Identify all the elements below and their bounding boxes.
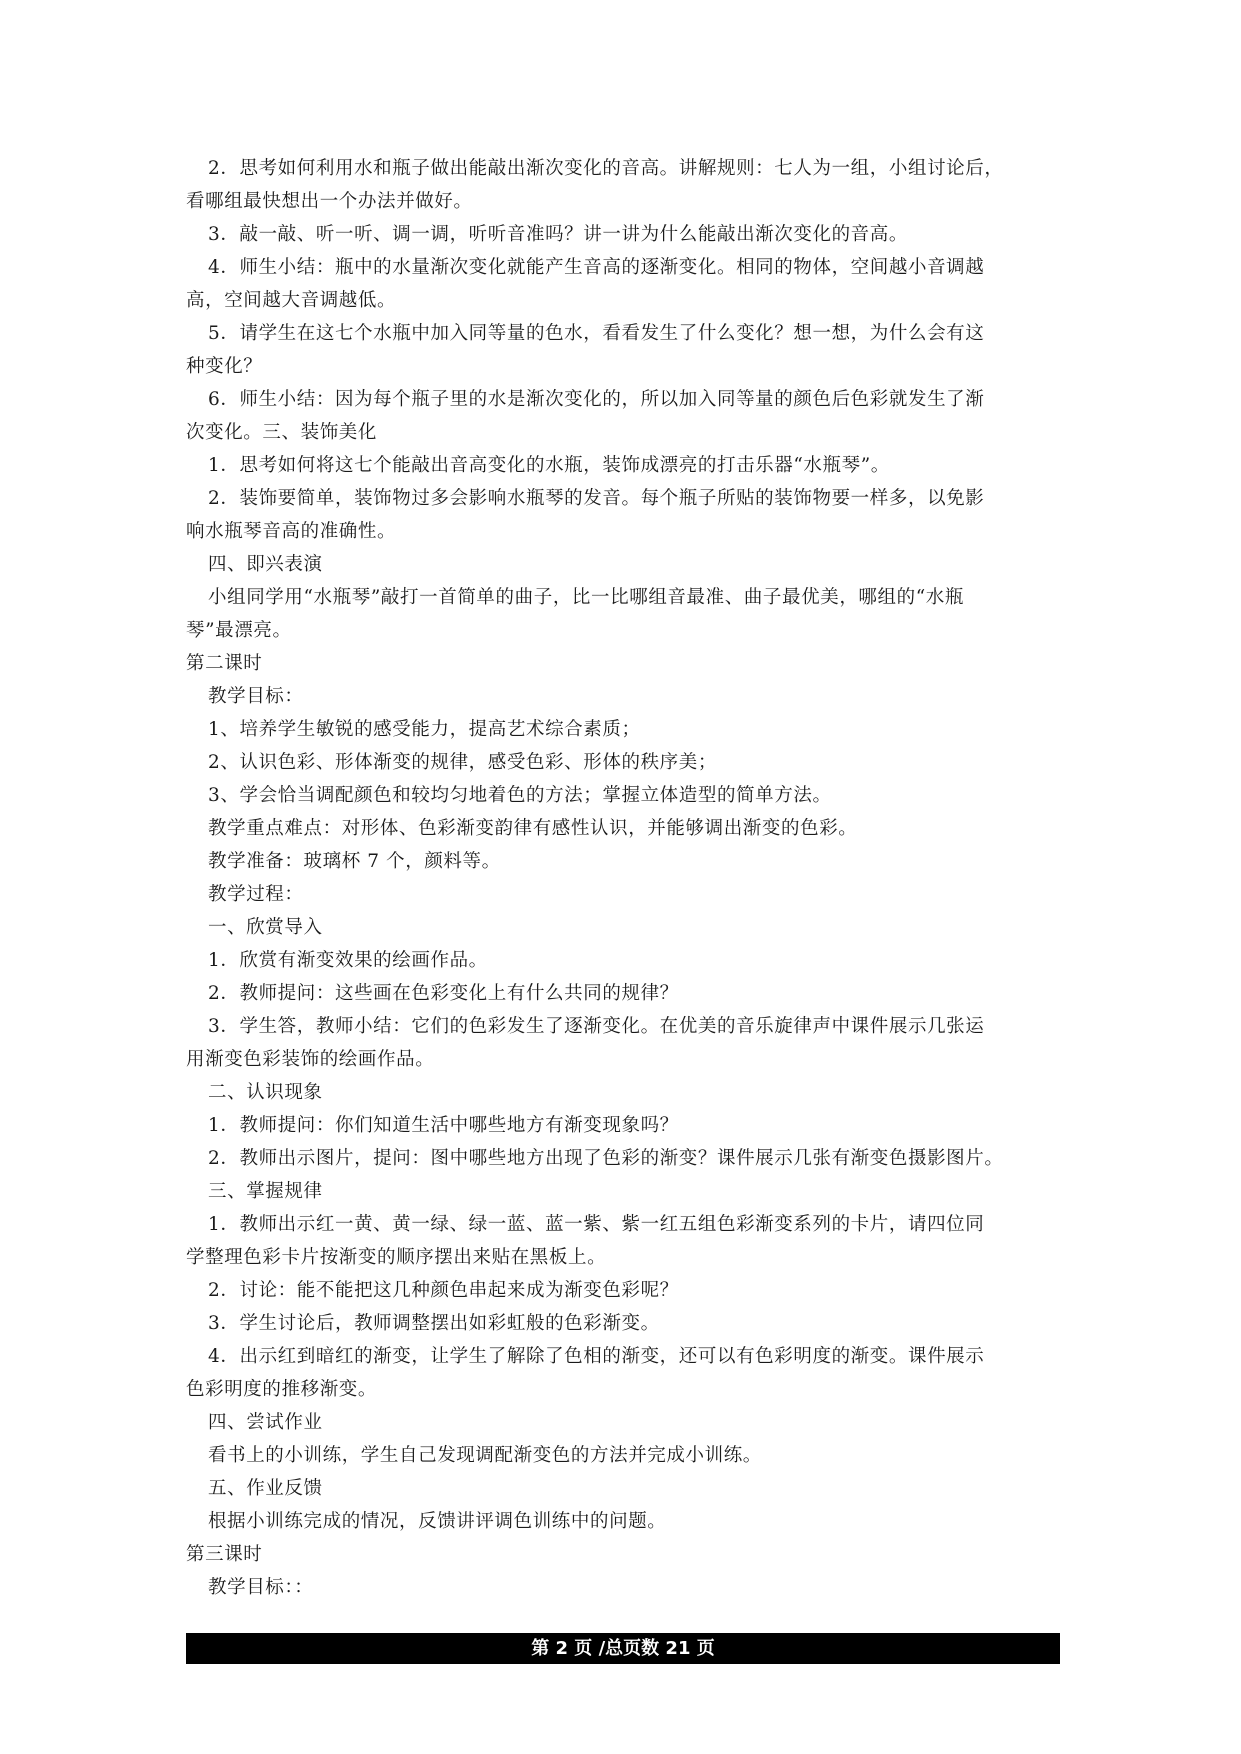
text-line: 三、掌握规律 — [208, 1181, 323, 1202]
text-line: 色彩明度的推移渐变。 — [186, 1379, 378, 1400]
text-line: 4．出示红到暗红的渐变，让学生了解除了色相的渐变，还可以有色彩明度的渐变。课件展示 — [208, 1346, 985, 1367]
text-line: 1．欣赏有渐变效果的绘画作品。 — [208, 950, 488, 971]
text-line: 学整理色彩卡片按渐变的顺序摆出来贴在黑板上。 — [186, 1247, 607, 1268]
text-line: 3．敲一敲、听一听、调一调，听听音准吗？讲一讲为什么能敲出渐次变化的音高。 — [208, 224, 908, 245]
text-line: 教学目标：： — [208, 1577, 314, 1598]
text-line: 高，空间越大音调越低。 — [186, 290, 397, 311]
text-line: 小组同学用“水瓶琴”敲打一首简单的曲子，比一比哪组音最准、曲子最优美，哪组的“水瓶 — [208, 587, 964, 608]
text-line: 看哪组最快想出一个办法并做好。 — [186, 191, 473, 212]
text-line: 用渐变色彩装饰的绘画作品。 — [186, 1049, 435, 1070]
text-line: 6．师生小结：因为每个瓶子里的水是渐次变化的，所以加入同等量的颜色后色彩就发生了渐 — [208, 389, 985, 410]
text-line: 1．教师提问：你们知道生活中哪些地方有渐变现象吗？ — [208, 1115, 679, 1136]
text-line: 1．思考如何将这七个能敲出音高变化的水瓶，装饰成漂亮的打击乐器“水瓶琴”。 — [208, 455, 890, 476]
text-line: 四、即兴表演 — [208, 554, 323, 575]
text-line: 响水瓶琴音高的准确性。 — [186, 521, 397, 542]
text-line: 1、培养学生敏锐的感受能力，提高艺术综合素质； — [208, 719, 641, 740]
text-line: 教学目标： — [208, 686, 304, 707]
text-line: 种变化？ — [186, 356, 263, 377]
text-line: 教学重点难点：对形体、色彩渐变韵律有感性认识，并能够调出渐变的色彩。 — [208, 818, 858, 839]
text-line: 3．学生答，教师小结：它们的色彩发生了逐渐变化。在优美的音乐旋律声中课件展示几张运 — [208, 1016, 985, 1037]
text-line: 4．师生小结：瓶中的水量渐次变化就能产生音高的逐渐变化。相同的物体，空间越小音调越 — [208, 257, 985, 278]
text-line: 3．学生讨论后，教师调整摆出如彩虹般的色彩渐变。 — [208, 1313, 660, 1334]
page-footer — [186, 1633, 1060, 1664]
text-line: 2．思考如何利用水和瓶子做出能敲出渐次变化的音高。讲解规则：七人为一组，小组讨论后， — [208, 158, 1004, 179]
text-line: 二、认识现象 — [208, 1082, 323, 1103]
text-line: 1．教师出示红一黄、黄一绿、绿一蓝、蓝一紫、紫一红五组色彩渐变系列的卡片，请四位同 — [208, 1214, 985, 1235]
text-line: 看书上的小训练，学生自己发现调配渐变色的方法并完成小训练。 — [208, 1445, 762, 1466]
text-line: 3、学会恰当调配颜色和较均匀地着色的方法；掌握立体造型的简单方法。 — [208, 785, 832, 806]
text-line: 四、尝试作业 — [208, 1412, 323, 1433]
document-body — [186, 152, 1060, 1604]
text-line: 一、欣赏导入 — [208, 917, 323, 938]
text-line: 5．请学生在这七个水瓶中加入同等量的色水，看看发生了什么变化？想一想，为什么会有这 — [208, 323, 985, 344]
page-number-label: 第 2 页 /总页数 21 页 — [531, 1638, 715, 1659]
text-line: 2．教师提问：这些画在色彩变化上有什么共同的规律？ — [208, 983, 679, 1004]
text-line: 根据小训练完成的情况，反馈讲评调色训练中的问题。 — [208, 1511, 667, 1532]
text-line: 教学过程： — [208, 884, 304, 905]
text-line: 第二课时 — [186, 653, 263, 674]
text-line: 五、作业反馈 — [208, 1478, 323, 1499]
text-line: 次变化。三、装饰美化 — [186, 422, 378, 443]
text-line: 2．讨论：能不能把这几种颜色串起来成为渐变色彩呢？ — [208, 1280, 679, 1301]
text-line: 第三课时 — [186, 1544, 263, 1565]
text-line: 2、认识色彩、形体渐变的规律，感受色彩、形体的秩序美； — [208, 752, 717, 773]
text-line: 琴”最漂亮。 — [186, 620, 292, 641]
text-line: 教学准备：玻璃杯 7 个，颜料等。 — [208, 851, 501, 872]
text-line: 2．教师出示图片，提问：图中哪些地方出现了色彩的渐变？课件展示几张有渐变色摄影图片。 — [208, 1148, 1004, 1169]
text-line: 2．装饰要简单，装饰物过多会影响水瓶琴的发音。每个瓶子所贴的装饰物要一样多，以免影 — [208, 488, 985, 509]
